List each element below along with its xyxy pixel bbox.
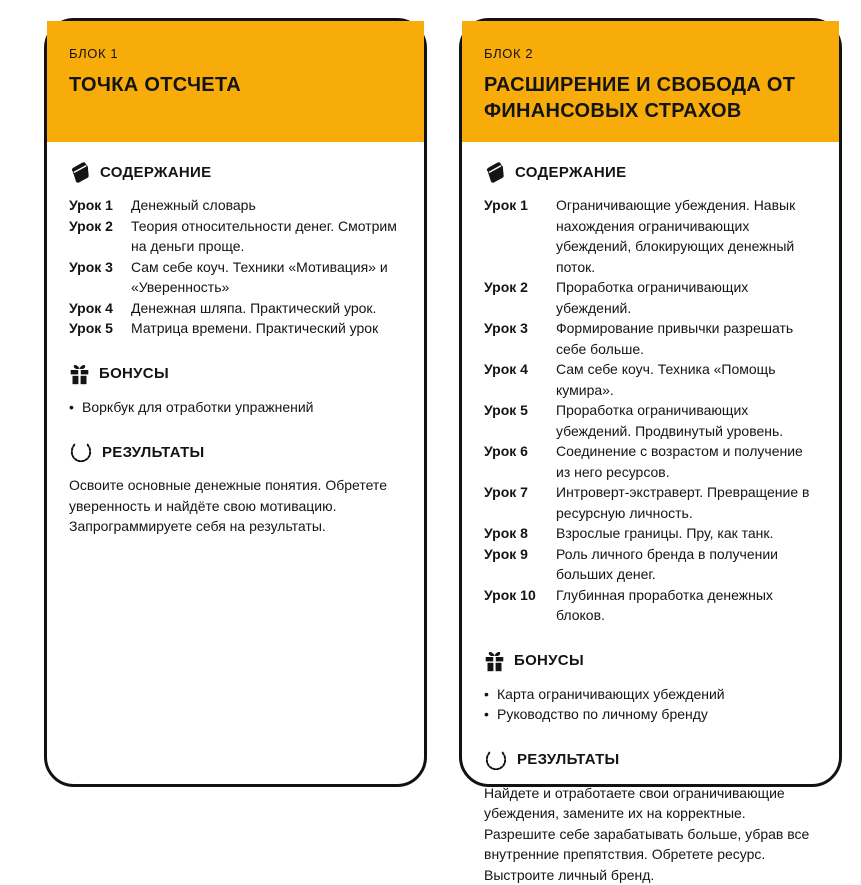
bonuses-heading-label: БОНУСЫ: [99, 364, 169, 383]
contents-heading: [484, 161, 817, 183]
lesson-row: [69, 195, 402, 216]
results-section: [69, 441, 402, 537]
lesson-text: Денежный словарь: [131, 195, 402, 216]
results-heading-label: РЕЗУЛЬТАТЫ: [517, 750, 620, 769]
book-icon: [69, 161, 91, 183]
gift-icon: [484, 650, 505, 672]
lesson-text: Роль личного бренда в получении больших денег.: [556, 544, 817, 585]
lesson-label: Урок 4: [69, 298, 131, 319]
bonus-item: • Руководство по личному бренду: [484, 704, 817, 725]
bonus-item: • Карта ограничивающих убеждений: [484, 684, 817, 705]
bonus-list: [484, 684, 817, 725]
block-label: БЛОК 1: [69, 46, 402, 61]
lesson-label: Урок 8: [484, 523, 556, 544]
lesson-text: Глубинная проработка денежных блоков.: [556, 585, 817, 626]
results-section: [484, 749, 817, 885]
lessons-list: [484, 195, 817, 626]
block-title: ТОЧКА ОТСЧЕТА: [69, 72, 402, 98]
card-header: [462, 21, 839, 142]
bonuses-section: [69, 363, 402, 418]
lesson-text: Интроверт-экстраверт. Превращение в ресурсную личность.: [556, 482, 817, 523]
lesson-row: [484, 318, 817, 359]
lesson-row: [484, 544, 817, 585]
block-card-1: [44, 18, 427, 787]
book-icon: [484, 161, 506, 183]
lesson-text: Проработка ограничивающих убеждений.: [556, 277, 817, 318]
lesson-row: [484, 400, 817, 441]
lesson-label: Урок 3: [69, 257, 131, 298]
block-card-2: [459, 18, 842, 787]
contents-section: [484, 161, 817, 626]
lesson-text: Ограничивающие убеждения. Навык нахождения ограничивающих убеждений, блокирующих денежный поток.: [556, 195, 817, 277]
bonus-list: [69, 397, 402, 418]
bonus-item: • Воркбук для отработки упражнений: [69, 397, 402, 418]
lesson-text: Сам себе коуч. Техники «Мотивация» и «Уверенность»: [131, 257, 402, 298]
lesson-row: [69, 318, 402, 339]
bonuses-section: [484, 650, 817, 725]
lesson-label: Урок 2: [484, 277, 556, 318]
lesson-row: [69, 298, 402, 319]
block-title: РАСШИРЕНИЕ И СВОБОДА ОТ ФИНАНСОВЫХ СТРАХОВ: [484, 72, 817, 124]
lesson-row: [69, 257, 402, 298]
lesson-label: Урок 9: [484, 544, 556, 585]
bonuses-heading: [69, 363, 402, 385]
contents-heading-label: СОДЕРЖАНИЕ: [515, 163, 626, 182]
lesson-text: Матрица времени. Практический урок: [131, 318, 402, 339]
lesson-text: Формирование привычки разрешать себе больше.: [556, 318, 817, 359]
block-label: БЛОК 2: [484, 46, 817, 61]
laurel-wreath-icon: [69, 441, 93, 463]
lesson-label: Урок 6: [484, 441, 556, 482]
laurel-wreath-icon: [484, 749, 508, 771]
lesson-row: [484, 277, 817, 318]
lesson-label: Урок 1: [484, 195, 556, 277]
results-heading: [69, 441, 402, 463]
lesson-label: Урок 2: [69, 216, 131, 257]
lesson-label: Урок 10: [484, 585, 556, 626]
lesson-text: Сам себе коуч. Техника «Помощь кумира».: [556, 359, 817, 400]
lesson-text: Проработка ограничивающих убеждений. Продвинутый уровень.: [556, 400, 817, 441]
lesson-label: Урок 7: [484, 482, 556, 523]
lesson-row: [484, 482, 817, 523]
card-header: [47, 21, 424, 142]
lesson-label: Урок 5: [484, 400, 556, 441]
lesson-text: Денежная шляпа. Практический урок.: [131, 298, 402, 319]
results-text: Освоите основные денежные понятия. Обретете уверенность и найдёте свою мотивацию. Запрограммируете себя на результаты.: [69, 475, 402, 537]
card-body: [47, 142, 424, 537]
lesson-text: Соединение с возрастом и получение из него ресурсов.: [556, 441, 817, 482]
results-heading-label: РЕЗУЛЬТАТЫ: [102, 443, 205, 462]
lessons-list: [69, 195, 402, 339]
gift-icon: [69, 363, 90, 385]
lesson-row: [484, 523, 817, 544]
contents-heading-label: СОДЕРЖАНИЕ: [100, 163, 211, 182]
lesson-label: Урок 4: [484, 359, 556, 400]
results-heading: [484, 749, 817, 771]
lesson-label: Урок 1: [69, 195, 131, 216]
contents-section: [69, 161, 402, 339]
lesson-row: [484, 195, 817, 277]
lesson-text: Взрослые границы. Пру, как танк.: [556, 523, 817, 544]
results-text: Найдете и отработаете свои ограничивающие убеждения, замените их на корректные. Разрешите себе зарабатывать больше, убрав все внутренние препятствия. Обретете ресурс. Выстроите личный бренд.: [484, 783, 817, 885]
lesson-row: [69, 216, 402, 257]
lesson-row: [484, 441, 817, 482]
lesson-row: [484, 585, 817, 626]
contents-heading: [69, 161, 402, 183]
bonuses-heading: [484, 650, 817, 672]
bonuses-heading-label: БОНУСЫ: [514, 651, 584, 670]
lesson-text: Теория относительности денег. Смотрим на деньги проще.: [131, 216, 402, 257]
card-body: [462, 142, 839, 885]
lesson-row: [484, 359, 817, 400]
lesson-label: Урок 5: [69, 318, 131, 339]
lesson-label: Урок 3: [484, 318, 556, 359]
